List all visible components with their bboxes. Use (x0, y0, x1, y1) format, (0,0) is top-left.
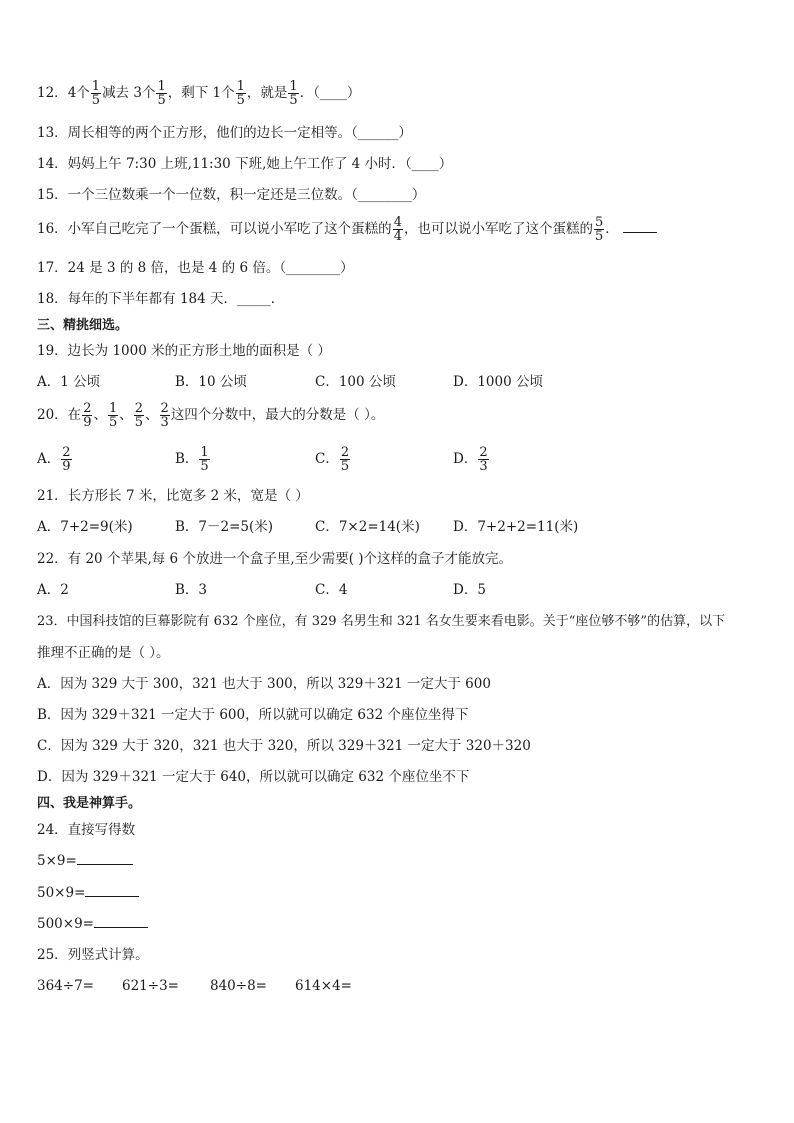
numerator: 2 (479, 445, 488, 460)
fraction (82, 402, 92, 429)
denominator: 4 (393, 229, 402, 244)
question-16 (37, 216, 657, 243)
expression: 50×9= (37, 885, 86, 901)
question-text: ，剩下 1个 (167, 85, 235, 101)
denominator: 5 (594, 229, 604, 244)
denominator: 5 (340, 459, 350, 474)
question-22-stem: 22．有 20 个苹果,每 6 个放进一个盒子里,至少需要( )个这样的盒子才能放完。 (37, 551, 513, 567)
fraction (236, 80, 246, 107)
numerator: 1 (289, 79, 298, 94)
expression: 500×9= (37, 916, 94, 932)
fraction (91, 80, 101, 107)
numerator: 1 (157, 79, 166, 94)
separator: 、 (119, 407, 133, 423)
expression-row (37, 852, 133, 870)
separator: 、 (145, 407, 159, 423)
denominator: 5 (108, 415, 118, 430)
answer-blank[interactable] (77, 852, 133, 865)
question-text: 16．小军自己吃完了一个蛋糕，可以说小军吃了这个蛋糕的 (37, 221, 392, 237)
option-letter: C． (315, 451, 339, 467)
option-d[interactable]: D．1000 公顷 (453, 374, 543, 390)
option-letter: A． (37, 451, 61, 467)
fraction (199, 446, 209, 473)
option-a[interactable]: A．1 公顷 (37, 374, 101, 390)
fraction (160, 402, 170, 429)
option-b[interactable]: B．3 (175, 582, 208, 598)
question-15: 15．一个三位数乘一个一位数，积一定还是三位数。（________） (37, 187, 426, 203)
numerator: 2 (134, 401, 144, 416)
denominator: 5 (236, 93, 245, 108)
numerator: 1 (200, 445, 209, 460)
option-a[interactable]: A．2 (37, 582, 69, 598)
numerator: 1 (236, 79, 245, 94)
fraction (156, 80, 166, 107)
option-b[interactable]: B．因为 329＋321 一定大于 600，所以就可以确定 632 个座位坐得下 (37, 707, 469, 723)
question-20-stem (37, 402, 384, 429)
denominator: 5 (200, 459, 209, 474)
denominator: 3 (160, 415, 169, 430)
fraction (478, 446, 488, 473)
question-19-stem: 19．边长为 1000 米的正方形土地的面积是（ ） (37, 343, 331, 359)
question-12 (37, 80, 360, 107)
question-25-stem: 25．列竖式计算。 (37, 947, 149, 963)
question-18: 18．每年的下半年都有 184 天．_____． (37, 291, 285, 307)
question-14: 14．妈妈上午 7:30 上班,11:30 下班,她上午工作了 4 小时．（____） (37, 156, 453, 172)
question-24-stem: 24．直接写得数 (37, 822, 136, 838)
option-d[interactable]: D．5 (453, 582, 486, 598)
denominator: 3 (479, 459, 488, 474)
option-c[interactable]: C．100 公顷 (315, 374, 396, 390)
numerator: 5 (594, 215, 604, 230)
fraction (594, 216, 604, 243)
option-letter: D． (453, 451, 478, 467)
option-a[interactable]: A．因为 329 大于 300，321 也大于 300，所以 329＋321 一定大于 600 (37, 676, 491, 692)
denominator: 5 (134, 415, 144, 430)
denominator: 9 (83, 415, 92, 430)
question-text: ． (605, 221, 619, 237)
fraction (288, 80, 298, 107)
fraction (134, 402, 144, 429)
option-c[interactable]: C．7×2=14(米) (315, 519, 420, 535)
expression: 840÷8= (210, 978, 267, 994)
question-text: 减去 3个 (102, 85, 156, 101)
separator: 、 (93, 407, 107, 423)
answer-blank[interactable] (94, 915, 148, 928)
option-b[interactable] (175, 446, 211, 473)
option-a[interactable] (37, 446, 73, 473)
numerator: 1 (91, 79, 101, 94)
option-letter: B． (175, 451, 199, 467)
fraction (393, 216, 403, 243)
question-23-stem-line1: 23．中国科技馆的巨幕影院有 632 个座位，有 329 名男生和 321 名女生要来看电影。关于“座位够不够”的估算，以下 (37, 614, 726, 629)
question-text: ，也可以说小军吃了这个蛋糕的 (403, 221, 593, 237)
question-text: ，就是 (246, 85, 288, 101)
question-21-stem: 21．长方形长 7 米，比宽多 2 米，宽是（ ） (37, 488, 309, 504)
option-c[interactable] (315, 446, 351, 473)
numerator: 2 (160, 401, 169, 416)
numerator: 2 (340, 445, 350, 460)
question-text: 20．在 (37, 407, 82, 423)
option-a[interactable]: A．7+2=9(米) (37, 519, 133, 535)
question-number: 12． (37, 85, 68, 101)
numerator: 2 (83, 401, 92, 416)
option-b[interactable]: B．10 公顷 (175, 374, 247, 390)
option-c[interactable]: C．因为 329 大于 320，321 也大于 320，所以 329＋321 一定大于 320＋320 (37, 738, 531, 754)
option-d[interactable]: D．7+2+2=11(米) (453, 519, 579, 535)
answer-blank[interactable] (623, 220, 657, 233)
question-text: 4个 (67, 85, 90, 101)
denominator: 5 (91, 93, 101, 108)
fraction (61, 446, 71, 473)
denominator: 9 (62, 459, 71, 474)
answer-blank[interactable] (85, 884, 139, 897)
option-c[interactable]: C．4 (315, 582, 348, 598)
question-13: 13．周长相等的两个正方形，他们的边长一定相等。（______） (37, 125, 412, 141)
expression-row (37, 884, 139, 902)
question-17: 17．24 是 3 的 8 倍，也是 4 的 6 倍。（________） (37, 260, 354, 276)
fraction (108, 402, 118, 429)
section-4-heading: 四、我是神算手。 (37, 796, 142, 811)
expression: 364÷7= (37, 978, 94, 994)
section-3-heading: 三、精挑细选。 (37, 318, 129, 333)
expression: 5×9= (37, 853, 77, 869)
numerator: 4 (393, 215, 402, 230)
question-23-stem-line2: 推理不正确的是（ ）。 (37, 645, 170, 661)
expression-row (37, 915, 148, 933)
option-b[interactable]: B．7－2=5(米) (175, 519, 274, 535)
denominator: 5 (289, 93, 298, 108)
option-d[interactable]: D．因为 329＋321 一定大于 640，所以就可以确定 632 个座位坐不下 (37, 769, 470, 785)
expression: 621÷3= (122, 978, 179, 994)
denominator: 5 (157, 93, 166, 108)
question-text: 这四个分数中，最大的分数是（ ）。 (170, 407, 385, 423)
fraction (340, 446, 350, 473)
option-d[interactable] (453, 446, 490, 473)
numerator: 2 (62, 445, 71, 460)
answer-blank[interactable]: ．（____） (299, 85, 361, 101)
numerator: 1 (108, 401, 118, 416)
expression: 614×4= (295, 978, 352, 994)
